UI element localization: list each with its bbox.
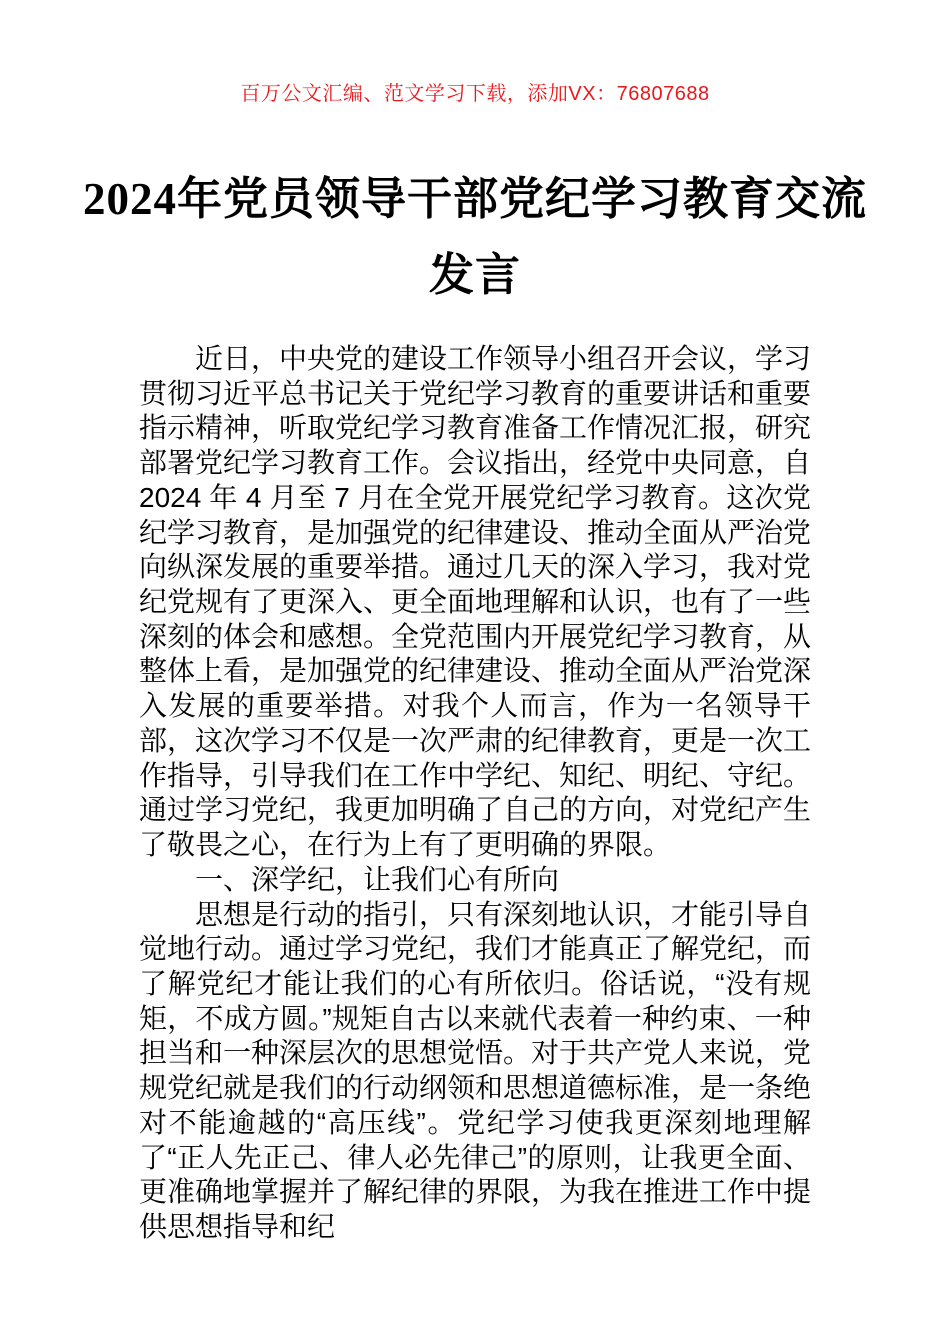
section-heading-1: 一、深学纪，让我们心有所向 (195, 863, 560, 895)
document-title: 2024年党员领导干部党纪学习教育交流发言 (82, 174, 867, 300)
paragraph-section-1: 思想是行动的指引，只有深刻地认识，才能引导自觉地行动。通过学习党纪，我们才能真正了解党纪，而了解党纪才能让我们的心有所依归。俗话说，“没有规矩，不成方圆。”规矩自古以来就代表着一种约束、一种担当和一种深层次的思想觉悟。对于共产党人来说，党规党纪就是我们的行动纲领和思想道德标准，是一条绝对不能逾越的“高压线”。党纪学习使我更深刻地理解了“正人先正己、律人必先律己”的原则，让我更全面、更准确地掌握并了解纪律的界限，为我在推进工作中提供思想指导和纪 (139, 898, 812, 1242)
document-body (139, 342, 811, 1245)
paragraph-intro: 近日，中央党的建设工作领导小组召开会议，学习贯彻习近平总书记关于党纪学习教育的重要讲话和重要指示精神，听取党纪学习教育准备工作情况汇报，研究部署党纪学习教育工作。会议指出，经党中央同意，自 2024 年 4 月至 7 月在全党开展党纪学习教育。这次党纪学习教育，是加强党的纪律建设、推动全面从严治党向纵深发展的重要举措。通过几天的深入学习，我对党纪党规有了更深入、更全面地理解和认识，也有了一些深刻的体会和感想。全党范围内开展党纪学习教育，从整体上看，是加强党的纪律建设、推动全面从严治党深入发展的重要举措。对我个人而言，作为一名领导干部，这次学习不仅是一次严肃的纪律教育，更是一次工作指导，引导我们在工作中学纪、知纪、明纪、守纪。通过学习党纪，我更加明确了自己的方向，对党纪产生了敬畏之心，在行为上有了更明确的界限。 (139, 343, 812, 861)
watermark-ad-header: 百万公文汇编、范文学习下载，添加VX：76807688 (240, 83, 710, 105)
